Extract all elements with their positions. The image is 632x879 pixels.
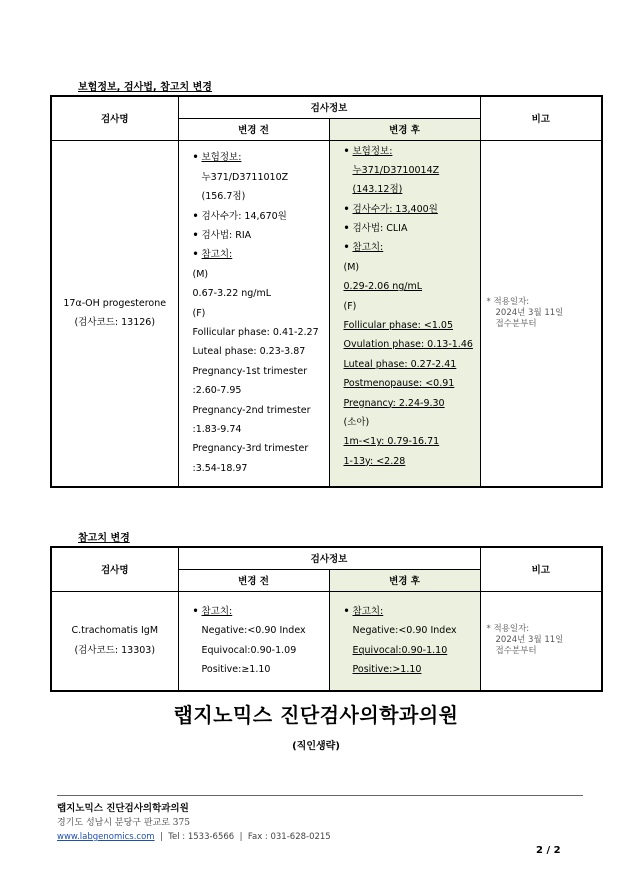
ref-luteal: Luteal phase: 0.23-3.87 bbox=[192, 346, 306, 358]
ref-preg-2nd: Pregnancy-2nd trimester bbox=[192, 404, 311, 416]
test-name-cell bbox=[51, 591, 178, 691]
insurance-points: (143.12점) bbox=[352, 184, 403, 196]
ref-female: (F) bbox=[343, 300, 357, 312]
ref-follicular: Follicular phase: <1.05 bbox=[343, 320, 453, 332]
seal-note: (직인생략) bbox=[292, 741, 340, 752]
header-remarks: 비고 bbox=[480, 547, 602, 591]
website-link[interactable]: www.labgenomics.com bbox=[57, 832, 155, 842]
test-name: C.trachomatis IgM bbox=[71, 625, 159, 637]
footer-divider bbox=[57, 795, 583, 796]
after-cell bbox=[329, 140, 480, 487]
ref-child: (소아) bbox=[343, 416, 370, 428]
ref-equivocal: Equivocal:0.90-1.09 bbox=[201, 644, 297, 656]
remark-date: 2024년 3월 11일 bbox=[495, 307, 564, 318]
fee: • 검사수가: 14,670원 bbox=[193, 207, 329, 226]
ref-preg-1st: Pregnancy-1st trimester bbox=[192, 365, 308, 377]
ref-preg-3rd: Pregnancy-3rd trimester bbox=[192, 443, 309, 455]
ref-postmenopause: Postmenopause: <0.91 bbox=[343, 378, 455, 390]
header-before: 변경 전 bbox=[178, 118, 329, 140]
separator: | bbox=[159, 832, 163, 842]
reference-label: • 참고치: bbox=[193, 245, 329, 264]
ref-negative: Negative:<0.90 Index bbox=[201, 625, 306, 637]
header-test-info: 검사정보 bbox=[178, 547, 480, 569]
ref-preg-3rd-range: :3.54-18.97 bbox=[192, 462, 248, 474]
ref-male-range: 0.29-2.06 ng/mL bbox=[343, 281, 423, 293]
ref-male: (M) bbox=[192, 268, 209, 280]
remark-label: * 적용일자: bbox=[486, 624, 530, 635]
ref-preg-1st-range: :2.60-7.95 bbox=[192, 385, 242, 397]
ref-equivocal: Equivocal:0.90-1.10 bbox=[352, 644, 448, 656]
footer-tel: Tel : 1533-6566 bbox=[168, 832, 235, 842]
ref-infant: 1m-<1y: 0.79-16.71 bbox=[343, 436, 440, 448]
footer-address: 경기도 성남시 분당구 판교로 375 bbox=[57, 818, 190, 828]
ref-negative: Negative:<0.90 Index bbox=[352, 625, 457, 637]
footer bbox=[57, 802, 331, 844]
ref-pregnancy: Pregnancy: 2.24-9.30 bbox=[343, 397, 445, 409]
header-after: 변경 후 bbox=[329, 569, 480, 591]
ref-follicular: Follicular phase: 0.41-2.27 bbox=[192, 326, 319, 338]
ref-luteal: Luteal phase: 0.27-2.41 bbox=[343, 358, 457, 370]
insurance-code: 누371/D3710014Z bbox=[352, 164, 440, 176]
before-cell bbox=[178, 591, 329, 691]
remark-date: 2024년 3월 11일 bbox=[495, 635, 564, 646]
remark-scope: 접수분부터 bbox=[495, 646, 537, 657]
header-before: 변경 전 bbox=[178, 569, 329, 591]
ref-male-range: 0.67-3.22 ng/mL bbox=[192, 288, 272, 300]
reference-label: • 참고치: bbox=[344, 238, 480, 257]
test-name: 17α-OH progesterone bbox=[63, 297, 167, 309]
test-code: (검사코드: 13303) bbox=[74, 644, 156, 656]
remark-label: * 적용일자: bbox=[486, 296, 530, 307]
after-cell bbox=[329, 591, 480, 691]
insurance-label: • 보험정보: bbox=[344, 142, 480, 161]
footer-fax: Fax : 031-628-0215 bbox=[247, 832, 331, 842]
test-code: (검사코드: 13126) bbox=[74, 317, 156, 329]
separator: | bbox=[239, 832, 243, 842]
ref-child-range: 1-13y: <2.28 bbox=[343, 455, 406, 467]
change-table-1 bbox=[50, 95, 603, 488]
method: • 검사법: RIA bbox=[193, 226, 329, 245]
before-cell bbox=[178, 140, 329, 487]
method: • 검사법: CLIA bbox=[344, 219, 480, 238]
reference-label: • 참고치: bbox=[193, 602, 329, 621]
remark-cell bbox=[480, 591, 602, 691]
insurance-code: 누371/D3711010Z bbox=[201, 171, 289, 183]
header-test-info: 검사정보 bbox=[178, 96, 480, 118]
section2-title: 참고치 변경 bbox=[78, 533, 130, 544]
page-number: 2 / 2 bbox=[536, 845, 561, 856]
reference-label: • 참고치: bbox=[344, 602, 480, 621]
section1-title: 보험정보, 검사법, 참고치 변경 bbox=[78, 82, 212, 93]
test-name-cell bbox=[51, 140, 178, 487]
change-table-2 bbox=[50, 546, 603, 692]
insurance-points: (156.7점) bbox=[201, 191, 246, 203]
organization-name: 랩지노믹스 진단검사의학과의원 bbox=[173, 703, 459, 727]
footer-org-name: 랩지노믹스 진단검사의학과의원 bbox=[57, 803, 189, 814]
ref-female: (F) bbox=[192, 307, 206, 319]
ref-positive: Positive:>1.10 bbox=[352, 664, 422, 676]
ref-ovulation: Ovulation phase: 0.13-1.46 bbox=[343, 339, 473, 351]
header-remarks: 비고 bbox=[480, 96, 602, 140]
fee: • 검사수가: 13,400원 bbox=[344, 200, 480, 219]
header-after: 변경 후 bbox=[329, 118, 480, 140]
insurance-label: • 보험정보: bbox=[193, 148, 329, 167]
ref-male: (M) bbox=[343, 261, 360, 273]
remark-scope: 접수분부터 bbox=[495, 318, 537, 329]
header-test-name: 검사명 bbox=[51, 547, 178, 591]
remark-cell bbox=[480, 140, 602, 487]
footer-contact bbox=[57, 830, 331, 844]
header-test-name: 검사명 bbox=[51, 96, 178, 140]
ref-positive: Positive:≥1.10 bbox=[201, 664, 271, 676]
ref-preg-2nd-range: :1.83-9.74 bbox=[192, 423, 242, 435]
